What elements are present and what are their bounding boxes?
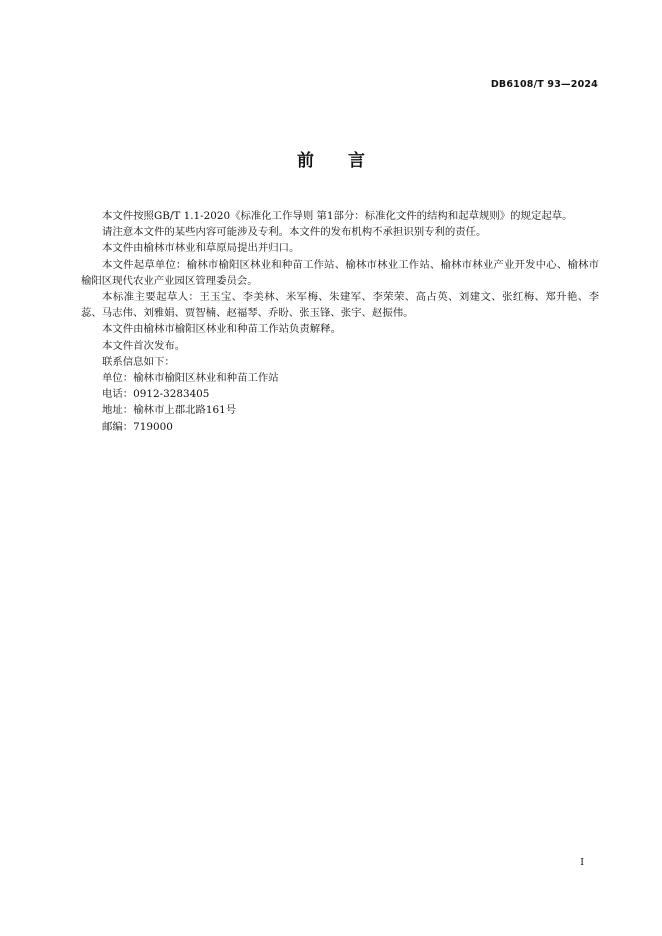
title-char-2: 言 bbox=[348, 151, 365, 171]
contact-phone: 电话：0912-3283405 bbox=[102, 388, 210, 401]
paragraph-first-release: 本文件首次发布。 bbox=[102, 339, 186, 352]
paragraph-drafters: 本标准主要起草人：王玉宝、李美林、米军梅、朱建军、李荣荣、高占英、刘建文、张红梅、郑升艳、李蕊、马志伟、刘雅娟、贾智楠、赵福琴、乔盼、张玉锋、张宇、赵振伟。 bbox=[81, 291, 599, 320]
paragraph-drafting-units: 本文件起草单位：榆林市榆阳区林业和种苗工作站、榆林市林业工作站、榆林市林业产业开发中心、榆林市榆阳区现代农业产业园区管理委员会。 bbox=[81, 258, 599, 287]
paragraph-drafting-rules: 本文件按照GB/T 1.1-2020《标准化工作导则 第1部分：标准化文件的结构和起草规则》的规定起草。 bbox=[102, 210, 573, 222]
title-char-1: 前 bbox=[297, 151, 314, 171]
contact-unit: 单位：榆林市榆阳区林业和种苗工作站 bbox=[102, 372, 279, 385]
paragraph-interpretation: 本文件由榆林市榆阳区林业和种苗工作站负责解释。 bbox=[102, 323, 341, 336]
page-title bbox=[0, 146, 662, 171]
contact-address: 地址：榆林市上郡北路161号 bbox=[102, 404, 237, 417]
standard-code: DB6108/T 93—2024 bbox=[490, 79, 598, 90]
paragraph-proposer: 本文件由榆林市林业和草原局提出并归口。 bbox=[102, 242, 300, 255]
page-number: I bbox=[580, 857, 584, 868]
paragraph-contact-heading: 联系信息如下： bbox=[102, 355, 175, 368]
foreword-body bbox=[81, 208, 599, 435]
paragraph-patent-notice: 请注意本文件的某些内容可能涉及专利。本文件的发布机构不承担识别专利的责任。 bbox=[102, 226, 487, 239]
contact-postcode: 邮编：719000 bbox=[102, 420, 173, 433]
